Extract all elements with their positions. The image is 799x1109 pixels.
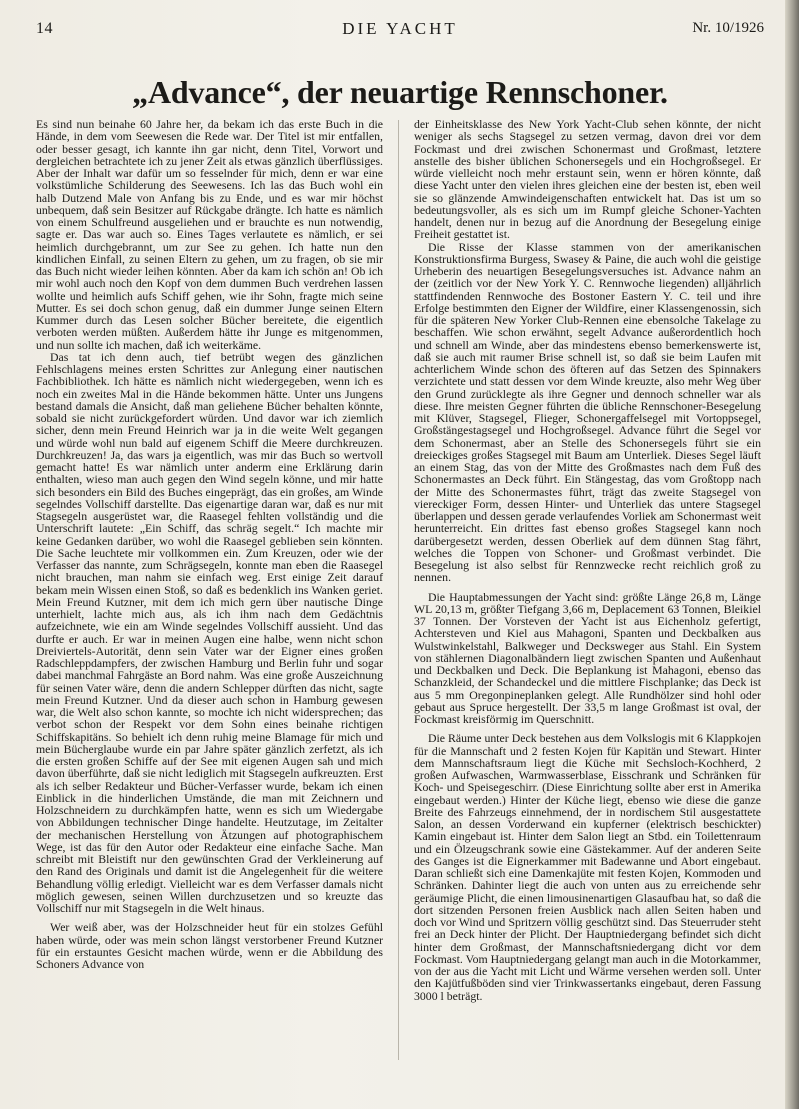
journal-title: DIE YACHT: [342, 19, 458, 38]
paragraph: Die Räume unter Deck bestehen aus dem Volkslogis mit 6 Klappkojen für die Mannschaft und 2 festen Kojen für Kapitän und Stewart. Hinter dem Mannschaftsraum liegt die Küche mit Sechsloch-Kochherd, 2 großen Aufwaschen, Warmwasserblase, Eisschrank und Schränken für Koch- und Speisegeschirr. (Diese Einrichtung sollte aber erst in Amerika eingebaut werden.) Hinter der Küche liegt, ebenso wie diese die ganze Breite des Fahrzeugs einnehmend, der in nordischem Stil ausgestattete Salon, an dessen Vorderwand ein kupferner (elektrisch beschickter) Kamin eingebaut ist. Hinter dem Salon liegt an Stbd. ein Toilettenraum und ein Ölzeugschrank sowie eine Gästekammer. Auf der anderen Seite des Ganges ist die Eignerkammer mit Badewanne und Abort eingebaut. Daran schließt sich eine Damenkajüte mit festen Kojen, Kommoden und Schränken. Dahinter liegt die auch von unten aus zu erreichende sehr geräumige Plicht, die einen limousinenartigen Glasaufbau hat, so daß die dort sitzenden Personen freien Ausblick nach allen Seiten haben und doch vor Wind und Spritzern völlig geschützt sind. Das Steuerruder steht frei an Deck hinter der Plicht. Der Hauptniedergang befindet sich dicht hinter dem Großmast, der Mannschaftsniedergang dicht vor dem Fockmast. Vom Hauptniedergang gelangt man auch in die Motorkammer, von der aus die Yacht mit Licht und Wärme versehen werden soll. Unter den Kajütfußböden sind vier Trinkwassertanks eingebaut, deren Fassung 3000 l beträgt.: [414, 731, 761, 1003]
issue-number: Nr. 10/1926: [692, 20, 764, 36]
paragraph: Die Risse der Klasse stammen von der amerikanischen Konstruktionsfirma Burgess, Swasey & Paine, die auch wohl die geistige Urheberin des neuartigen Besegelungsversuches ist. Advance nahm an der (zeitlich vor der New York Y. C. Rennwoche liegenden) alljährlich stattfindenden Rennwoche des Bostoner Eastern Y. C. teil und ihre Erfolge bestimmten den Eigner der Wildfire, einer Klassengenossin, sich für die späteren New Yorker Club-Rennen eine ebensolche Takelage zu beschaffen. Wie schon erwähnt, segelt Advance außerordentlich hoch und schnell am Winde, aber das mindestens ebenso bemerkenswerte ist, daß sie auch mit raumer Brise schnell ist, so daß sie beim Laufen mit achterlichem Winde schon des öfteren auf das Setzen des Spinnakers verzichtete und statt dessen vor dem Winde kreuzte, also mehr Weg über den Grund zurücklegte als ihre Gegner und dennoch schneller war als diese. Ihre meisten Gegner führten die übliche Rennschoner-Besegelung mit Klüver, Stagsegel, Flieger, Schonergaffelsegel mit Vortoppsegel, Großstängestagsegel und Hochgroßsegel. Advance führt die Segel vor dem Schonermast, aber an Stelle des Schonersegels führt sie ein dreieckiges großes Stagsegel mit Baum am Unterliek. Dieses Segel läuft an einem Stag, das von der Mitte des Großmastes nach dem Fuß des Schonermastes an Deck führt. Ein Stängestag, das vom Großtopp nach der Mitte des Schonermastes führt, trägt das zweite Stagsegel von viereckiger Form, dessen Hinter- und Unterliek das untere Stagsegel überlappen und dessen gerade verlaufendes Vorliek am Schonermast weit herunterreicht. Ein drittes fast ebenso großes Stagsegel kann noch darübergesetzt werden, dessen Oberliek auf dem dünnen Stag fährt, welches die Toppen von Schoner- und Großmast verbindet. Die Besegelung ist also selbst für Rennzwecke recht reichlich groß zu nennen.: [414, 239, 761, 585]
paragraph: Wer weiß aber, was der Holzschneider heut für ein stolzes Gefühl haben würde, oder was mein schon längst verstorbener Freund Kutzner für ein erstauntes Gesicht machen würde, wenn er die Abbildung des Schoners Advance von: [36, 920, 383, 971]
right-column: [414, 118, 761, 1002]
paragraph: der Einheitsklasse des New York Yacht-Club sehen könnte, der nicht weniger als sechs Stagsegel zu setzen vermag, davon drei vor dem Fockmast und drei zwischen Schonermast und Großmast, letztere anstelle des bisher üblichen Schonersegels und ein Hochgroßsegel. Er würde vielleicht noch mehr erstaunt sein, wenn er hören könnte, daß diese Yacht unter den vielen ihres gleichen eine der besten ist, eben weil sie so glänzende Amwindeigenschaften entwickelt hat. Das ist um so bedeutungsvoller, als es sich um im Rumpf gleiche Schoner-Yachten handelt, denen nur in bezug auf die Anordnung der Besegelung einige Freiheit gestattet ist.: [414, 117, 761, 242]
page-number: 14: [36, 20, 53, 37]
left-column: [36, 118, 383, 970]
paragraph: Das tat ich denn auch, tief betrübt wegen des gänzlichen Fehlschlagens meines ersten Schrittes zur Anlegung einer nautischen Fachbibliothek. Ich hätte es nämlich nicht wiedergegeben, wenn ich es noch ein zweites Mal in die Hände bekommen hätte. Unter uns Jungens bestand damals die Ansicht, daß man geliehene Bücher behalten könnte, sobald sie nicht zurückgefordert würden. Und davor war ich ziemlich sicher, denn mein Freund Heinrich war ja in die weite Welt gegangen und würde wohl nun bald auf eigenem Schiff die Meere durchkreuzen. Durchkreuzen! Ja, das wars ja eigentlich, was mir das Buch so wertvoll gemacht hatte! Es war nämlich unter anderm eine Erklärung darin enthalten, wieso man auch gegen den Wind segeln könne, und mir hatte sich besonders ein Bild des Buches eingeprägt, das ein großes, am Winde segelndes Vollschiff darstellte. Das eigenartige daran war, daß es nur mit Stagsegeln ausgerüstet war, die Raasegel fehlten vollständig und die Unterschrift lautete: „Ein Schiff, das schräg segelt.“ Ich machte mir keine Gedanken darüber, wo wohl die Raasegel geblieben sein könnten. Die Sache leuchtete mir vollkommen ein. Zum Kreuzen, oder wie der Verfasser das nannte, zum Schrägsegeln, konnte man eben die Raasegel nicht brauchen, man nahm sie einfach weg. Erst einige Zeit darauf bekam mein Wissen einen Stoß, so daß es bedenklich ins Wanken geriet. Mein Freund Kutzner, mit dem ich mich gern über nautische Dinge unterhielt, lachte mich aus, als ich ihm nach dem Gedächtnis aufzeichnete, wie ein am Winde segelndes Vollschiff aussieht. Und das durfte er auch. Er war in meinen Augen eine halbe, wenn nicht schon Dreiviertels-Autorität, denn sein Vater war der Eigner eines großen Radschleppdampfers, der zwischen Hamburg und Berlin fuhr und sogar dabei manchmal Fahrgäste an Bord nahm. Was eine große Auszeichnung für seinen Vater wäre, denn die andern Schlepper dürften das nicht, sagte mein Freund Kutzner. Und da dieser auch schon in Hamburg gewesen war, die Welt also schon kannte, so mochte ich nicht widersprechen; das verbot schon der Respekt vor dem Sohn eines beinahe richtigen Schiffskapitäns. So behielt ich denn ruhig meine Blamage für mich und mein Bücherglaube wurde ein par Jahre später gänzlich zerfetzt, als ich die ersten großen Schiffe auf der See mit eigenen Augen sah und mich davon überführte, daß sie nicht lediglich mit Stagsegeln aufkreuzten. Erst als ich selber Redakteur und Bücher-Verfasser wurde, bekam ich einen Einblick in die hinderlichen Umstände, die man mit Zeichnern und Holzschneidern zu durchkämpfen hatte, wenn es sich um Wiedergabe von Abbildungen technischer Dinge handelte. Heutzutage, im Zeitalter der mechanischen Herstellung von Ätzungen auf photographischem Wege, ist das für den Autor oder Redakteur eine einfache Sache. Man schreibt mit Bleistift nur den gewünschten Grad der Verkleinerung auf den Rand des Originals und damit ist die Angelegenheit für die weitere Behandlung völlig erledigt. Vielleicht war es dem Verfasser damals nicht möglich gewesen, seinen Willen durchzusetzen und so kreuzte das Vollschiff nur mit Stagsegeln in die Welt hinaus.: [36, 349, 383, 915]
page-edge-shadow: [785, 0, 799, 1109]
article-title: „Advance“, der neuartige Rennschoner.: [132, 74, 668, 110]
paragraph: Es sind nun beinahe 60 Jahre her, da bekam ich das erste Buch in die Hände, in dem vom Seewesen die Rede war. Der Titel ist mir entfallen, oder besser gesagt, ich kannte ihn gar nicht, denn Titel, Vorwort und dergleichen betrachtete ich zu jener Zeit als etwas gänzlich überflüssiges. Aber der Inhalt war dafür um so fesselnder für mich, denn er war eine volkstümliche Schilderung des Seewesens. Ich las das Buch wohl ein halb Dutzend Male von Anfang bis zu Ende, und es war mir höchst unbequem, daß sein Besitzer auf Rückgabe drängte. Ich hatte es nämlich von einem Schulfreund ausgeliehen und er brauchte es nun notwendig, sagte er. Das war auch so. Eines Tages verlautete es nämlich, er sei heimlich durchgebrannt, um zur See zu gehen. Ich hatte nun den kindlichen Einfall, zu seinen Eltern zu gehen, um zu fragen, ob sie mir das Buch nicht wieder leihen könnten. Aber da kam ich schön an! Ob ich mir wohl auch noch den Kopf von dem dummen Buch verdrehen lassen wollte und heimlich aufs Schiff gehen, wie ihr Sohn, fragte mich seine Mutter. Es sei doch schon genug, daß ein dummer Junge seinen Eltern Kummer durch das Lesen solcher Bücher bereitete, die eigentlich verboten werden müßten. Außerdem hätte ihr Junge es mitgenommen, und nun sollte ich machen, daß ich weiterkäme.: [36, 117, 383, 352]
column-divider: [398, 120, 399, 1060]
paragraph: Die Hauptabmessungen der Yacht sind: größte Länge 26,8 m, Länge WL 20,13 m, größter Tiefgang 3,66 m, Deplacement 63 Tonnen, Bleikiel 37 Tonnen. Der Vorsteven der Yacht ist aus Eichenholz gefertigt, Achtersteven und Kiel aus Mahagoni, Spanten und Deckbalken aus Wulstwinkelstahl, Balkweger und Decksweger aus Stahl. Ein System von stählernen Diagonalbändern liegt zwischen Spanten und Außenhaut und Deckbalken und Deck. Die Beplankung ist Mahagoni, ebenso das Schanzkleid, der Schandeckel und die mittlere Fischplanke; das Deck ist aus 5 mm Oregonpineplanken gelegt. Alle Rundhölzer sind hohl oder gebaut aus Spruce hergestellt. Der 33,5 m lange Großmast ist oval, der Fockmast kreisförmig im Querschnitt.: [414, 589, 761, 726]
page-header: [36, 20, 764, 42]
